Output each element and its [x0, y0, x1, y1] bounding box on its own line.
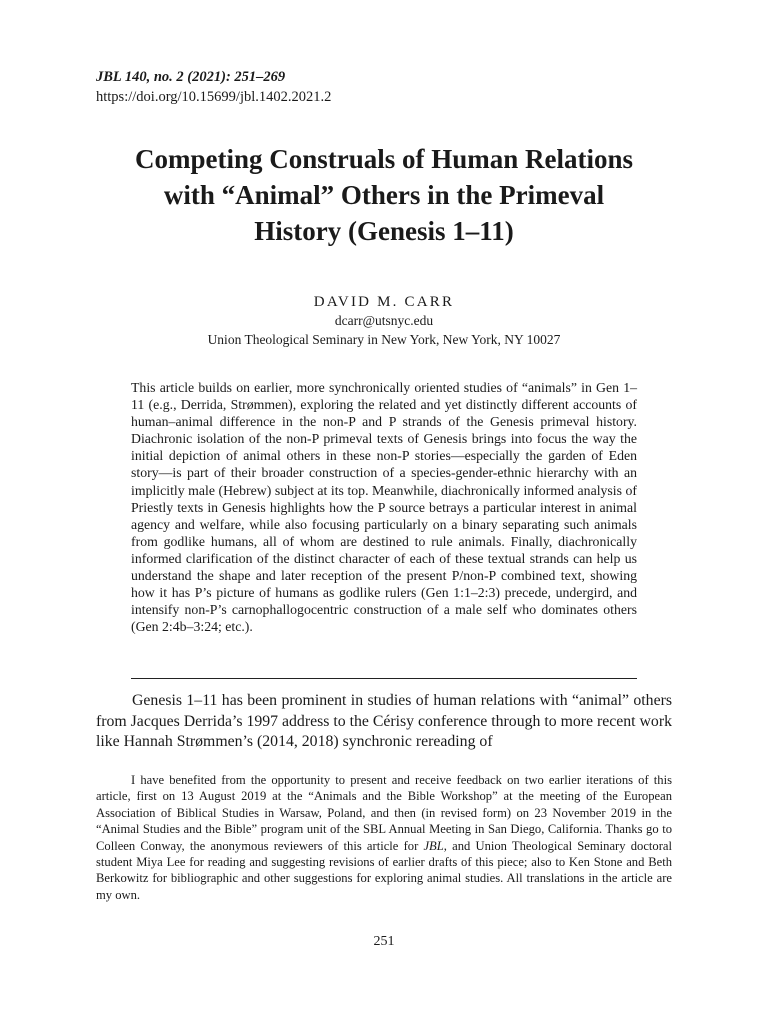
author-affiliation: Union Theological Seminary in New York, New York, NY 10027 [207, 332, 561, 347]
page-number: 251 [373, 934, 395, 949]
title-line: with “Animal” Others in the Primeval [163, 180, 605, 210]
article-title [84, 141, 684, 249]
body-paragraph: Genesis 1–11 has been prominent in studies of human relations with “animal” others from Jacques Derrida’s 1997 address to the Cérisy conference through to more recent work like Hannah Strømmen’s (2014, 2018) synchronic rereading of [96, 692, 672, 750]
title-line: History (Genesis 1–11) [254, 216, 514, 246]
abstract: This article builds on earlier, more synchronically oriented studies of “animals” in Gen 1–11 (e.g., Derrida, Strømmen), exploring the related and yet distinctly different accounts of human–animal difference in the non-P and P strands of the Genesis primeval history. Diachronic isolation of the non-P primeval texts of Genesis brings into focus the way the initial depiction of animal others in these non-P stories—especially the garden of Eden story—is part of their broader construction of a species-gender-ethnic hierarchy with an implicitly male (Hebrew) subject at its top. Meanwhile, diachronically informed analysis of Priestly texts in Genesis highlights how the P source betrays a particular interest in animal agency and welfare, while also focusing particularly on a binary separating such animals from godlike humans, all of whom are destined to rule animals. Finally, diachronically informed clarification of the distinct character of each of these textual strands can help us understand the shape and later reception of the present P/non-P combined text, showing how it has P’s picture of humans as godlike rulers (Gen 1:1–2:3) precede, undergird, and intensify non-P’s carnophallogocentric construction of a male self who dominates others (Gen 2:4b–3:24; etc.). [131, 380, 637, 635]
author-name: DAVID M. CARR [313, 294, 455, 310]
title-line: Competing Construals of Human Relations [134, 144, 634, 174]
abstract-divider [131, 678, 637, 679]
acknowledgment-footnote [96, 772, 672, 903]
citation-block [96, 67, 331, 107]
footnote-text: I have benefited from the opportunity to present and receive feedback on two earlier iterations of this article, first on 13 August 2019 at the “Animals and the Bible Workshop” at the meeting of the European Association of Biblical Studies in Warsaw, Poland, and then (in revised form) on 23 November 2019 in the “Animal Studies and the Bible” program unit of the SBL Annual Meeting in San Diego, California. Thanks go to Colleen Conway, the anonymous reviewers of this article for [96, 773, 672, 853]
journal-reference: JBL 140, no. 2 (2021): 251–269 [96, 69, 286, 85]
doi-link[interactable]: https://doi.org/10.15699/jbl.1402.2021.2 [96, 89, 332, 105]
author-block [96, 293, 672, 349]
footnote-journal-italic: JBL [423, 838, 444, 853]
author-email[interactable]: dcarr@utsnyc.edu [334, 313, 434, 328]
footnote-text: , and Union Theological Seminary doctoral student Miya Lee for reading and suggesting revisions of earlier drafts of this piece; also to Ken Stone and Beth Berkowitz for bibliographic and other suggestions for exploring animal studies. All translations in the article are my own. [96, 838, 672, 902]
